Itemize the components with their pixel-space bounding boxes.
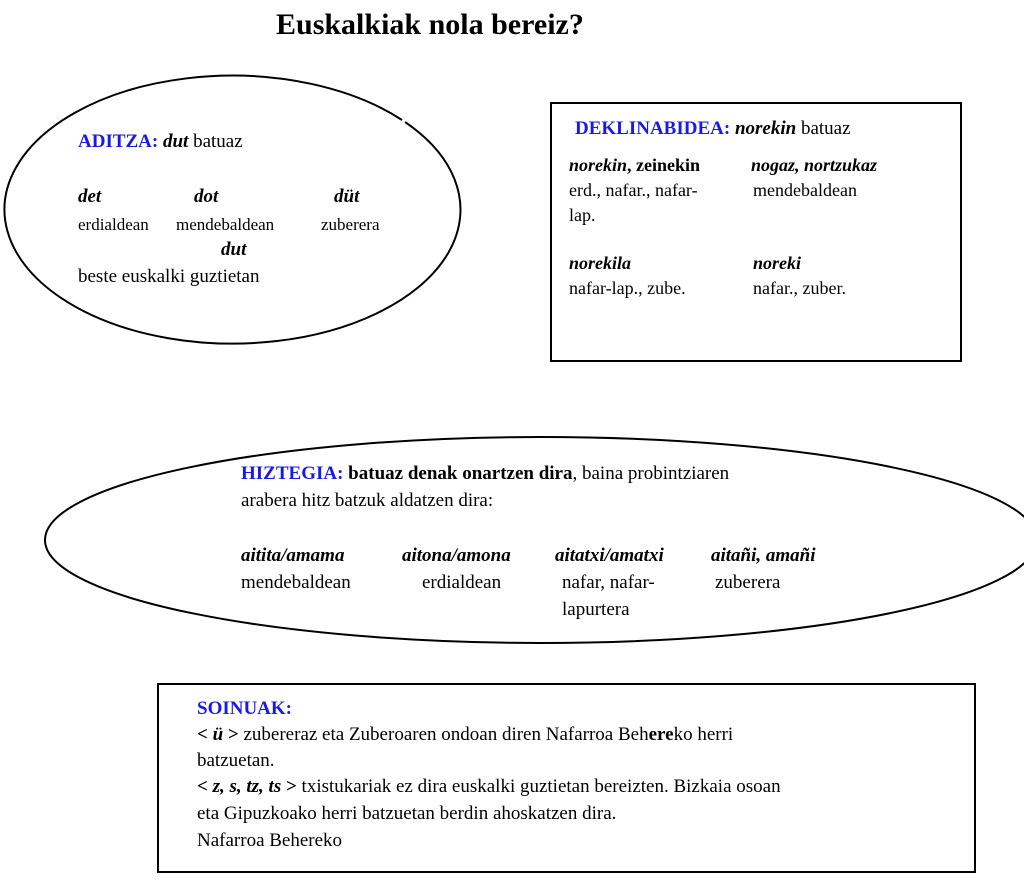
hiztegia-line-2: arabera hitz batzuk aldatzen dira:	[241, 490, 494, 511]
aditza-area-3: zuberera	[321, 215, 380, 234]
soinuak-line-2: batzuetan.	[197, 750, 275, 771]
page-title: Euskalkiak nola bereiz?	[276, 8, 584, 41]
hiztegia-area-3a: nafar, nafar-	[562, 572, 655, 593]
hiztegia-area-1: mendebaldean	[241, 572, 351, 593]
dekl-form-2: nogaz, nortzukaz	[751, 155, 878, 175]
soinuak-line-3	[197, 776, 781, 798]
hiztegia-bold: batuaz denak onartzen dira	[348, 463, 573, 484]
aditza-other-area: beste euskalki guztietan	[78, 266, 260, 287]
aditza-other-form: dut	[221, 239, 247, 260]
dekl-form-1-word: norekin	[569, 155, 628, 175]
soinuak-line-4: eta Gipuzkoako herri batzuetan berdin ahoskatzen dira.	[197, 803, 617, 824]
soinuak-line-5: Nafarroa Behereko	[197, 830, 343, 851]
aditza-ellipse-left-cap	[65, 120, 70, 128]
hiztegia-area-2: erdialdean	[422, 572, 502, 593]
dekl-form-1	[569, 155, 700, 176]
soinuak-l1-text-c: ko herri	[673, 724, 734, 745]
dekl-area-1a: erd., nafar., nafar-	[569, 180, 698, 200]
soinuak-l1-text-a: zubereraz eta Zuberoaren ondoan diren Nafarroa Beh	[238, 724, 649, 745]
dekl-area-4: nafar., zuber.	[753, 278, 846, 298]
dekl-form-1-extra: , zeinekin	[627, 155, 701, 175]
aditza-key: dut	[162, 131, 189, 152]
soinuak-line-1	[197, 724, 733, 746]
deklinabidea-box	[551, 103, 961, 361]
soinuak-l1-text-b: ere	[648, 724, 674, 745]
hiztegia-area-4: zuberera	[715, 572, 781, 593]
hiztegia-word-1: aitita/amama	[241, 545, 345, 566]
dekl-area-1b: lap.	[569, 205, 596, 225]
soinuak-l3-text: txistukariak ez dira euskalki guztietan bereizten. Bizkaia osoan	[296, 776, 781, 797]
aditza-form-3: düt	[334, 186, 360, 207]
hiztegia-line-1	[241, 463, 729, 485]
aditza-header	[78, 131, 243, 153]
deklinabidea-header	[575, 118, 851, 140]
dekl-area-3: nafar-lap., zube.	[569, 278, 686, 298]
dekl-area-2: mendebaldean	[753, 180, 857, 200]
deklinabidea-suffix: batuaz	[800, 118, 851, 139]
hiztegia-word-3: aitatxi/amatxi	[555, 545, 664, 566]
aditza-suffix: batuaz	[193, 131, 243, 152]
aditza-area-2: mendebaldean	[176, 215, 275, 234]
aditza-area-1: erdialdean	[78, 215, 149, 234]
hiztegia-word-4: aitañi, amañi	[711, 545, 816, 566]
soinuak-l3-close: >	[285, 776, 297, 797]
hiztegia-rest: , baina probintziaren	[572, 463, 730, 484]
soinuak-heading: SOINUAK:	[197, 698, 293, 719]
hiztegia-heading: HIZTEGIA:	[241, 463, 344, 484]
dekl-form-4: noreki	[753, 253, 802, 273]
soinuak-l1-open: <	[197, 724, 208, 745]
aditza-form-1: det	[78, 186, 102, 207]
soinuak-l1-sym: ü	[212, 724, 224, 745]
hiztegia-area-3b: lapurtera	[562, 599, 630, 620]
deklinabidea-key: norekin	[734, 118, 797, 139]
aditza-form-2: dot	[194, 186, 219, 207]
soinuak-l3-open: <	[197, 776, 208, 797]
hiztegia-word-2: aitona/amona	[402, 545, 511, 566]
soinuak-l3-sym: z, s, tz, ts	[212, 776, 282, 797]
aditza-heading: ADITZA:	[78, 131, 159, 152]
deklinabidea-heading: DEKLINABIDEA:	[575, 118, 731, 139]
dekl-form-3: norekila	[569, 253, 632, 273]
soinuak-l1-close: >	[227, 724, 239, 745]
aditza-ellipse	[4, 76, 460, 344]
